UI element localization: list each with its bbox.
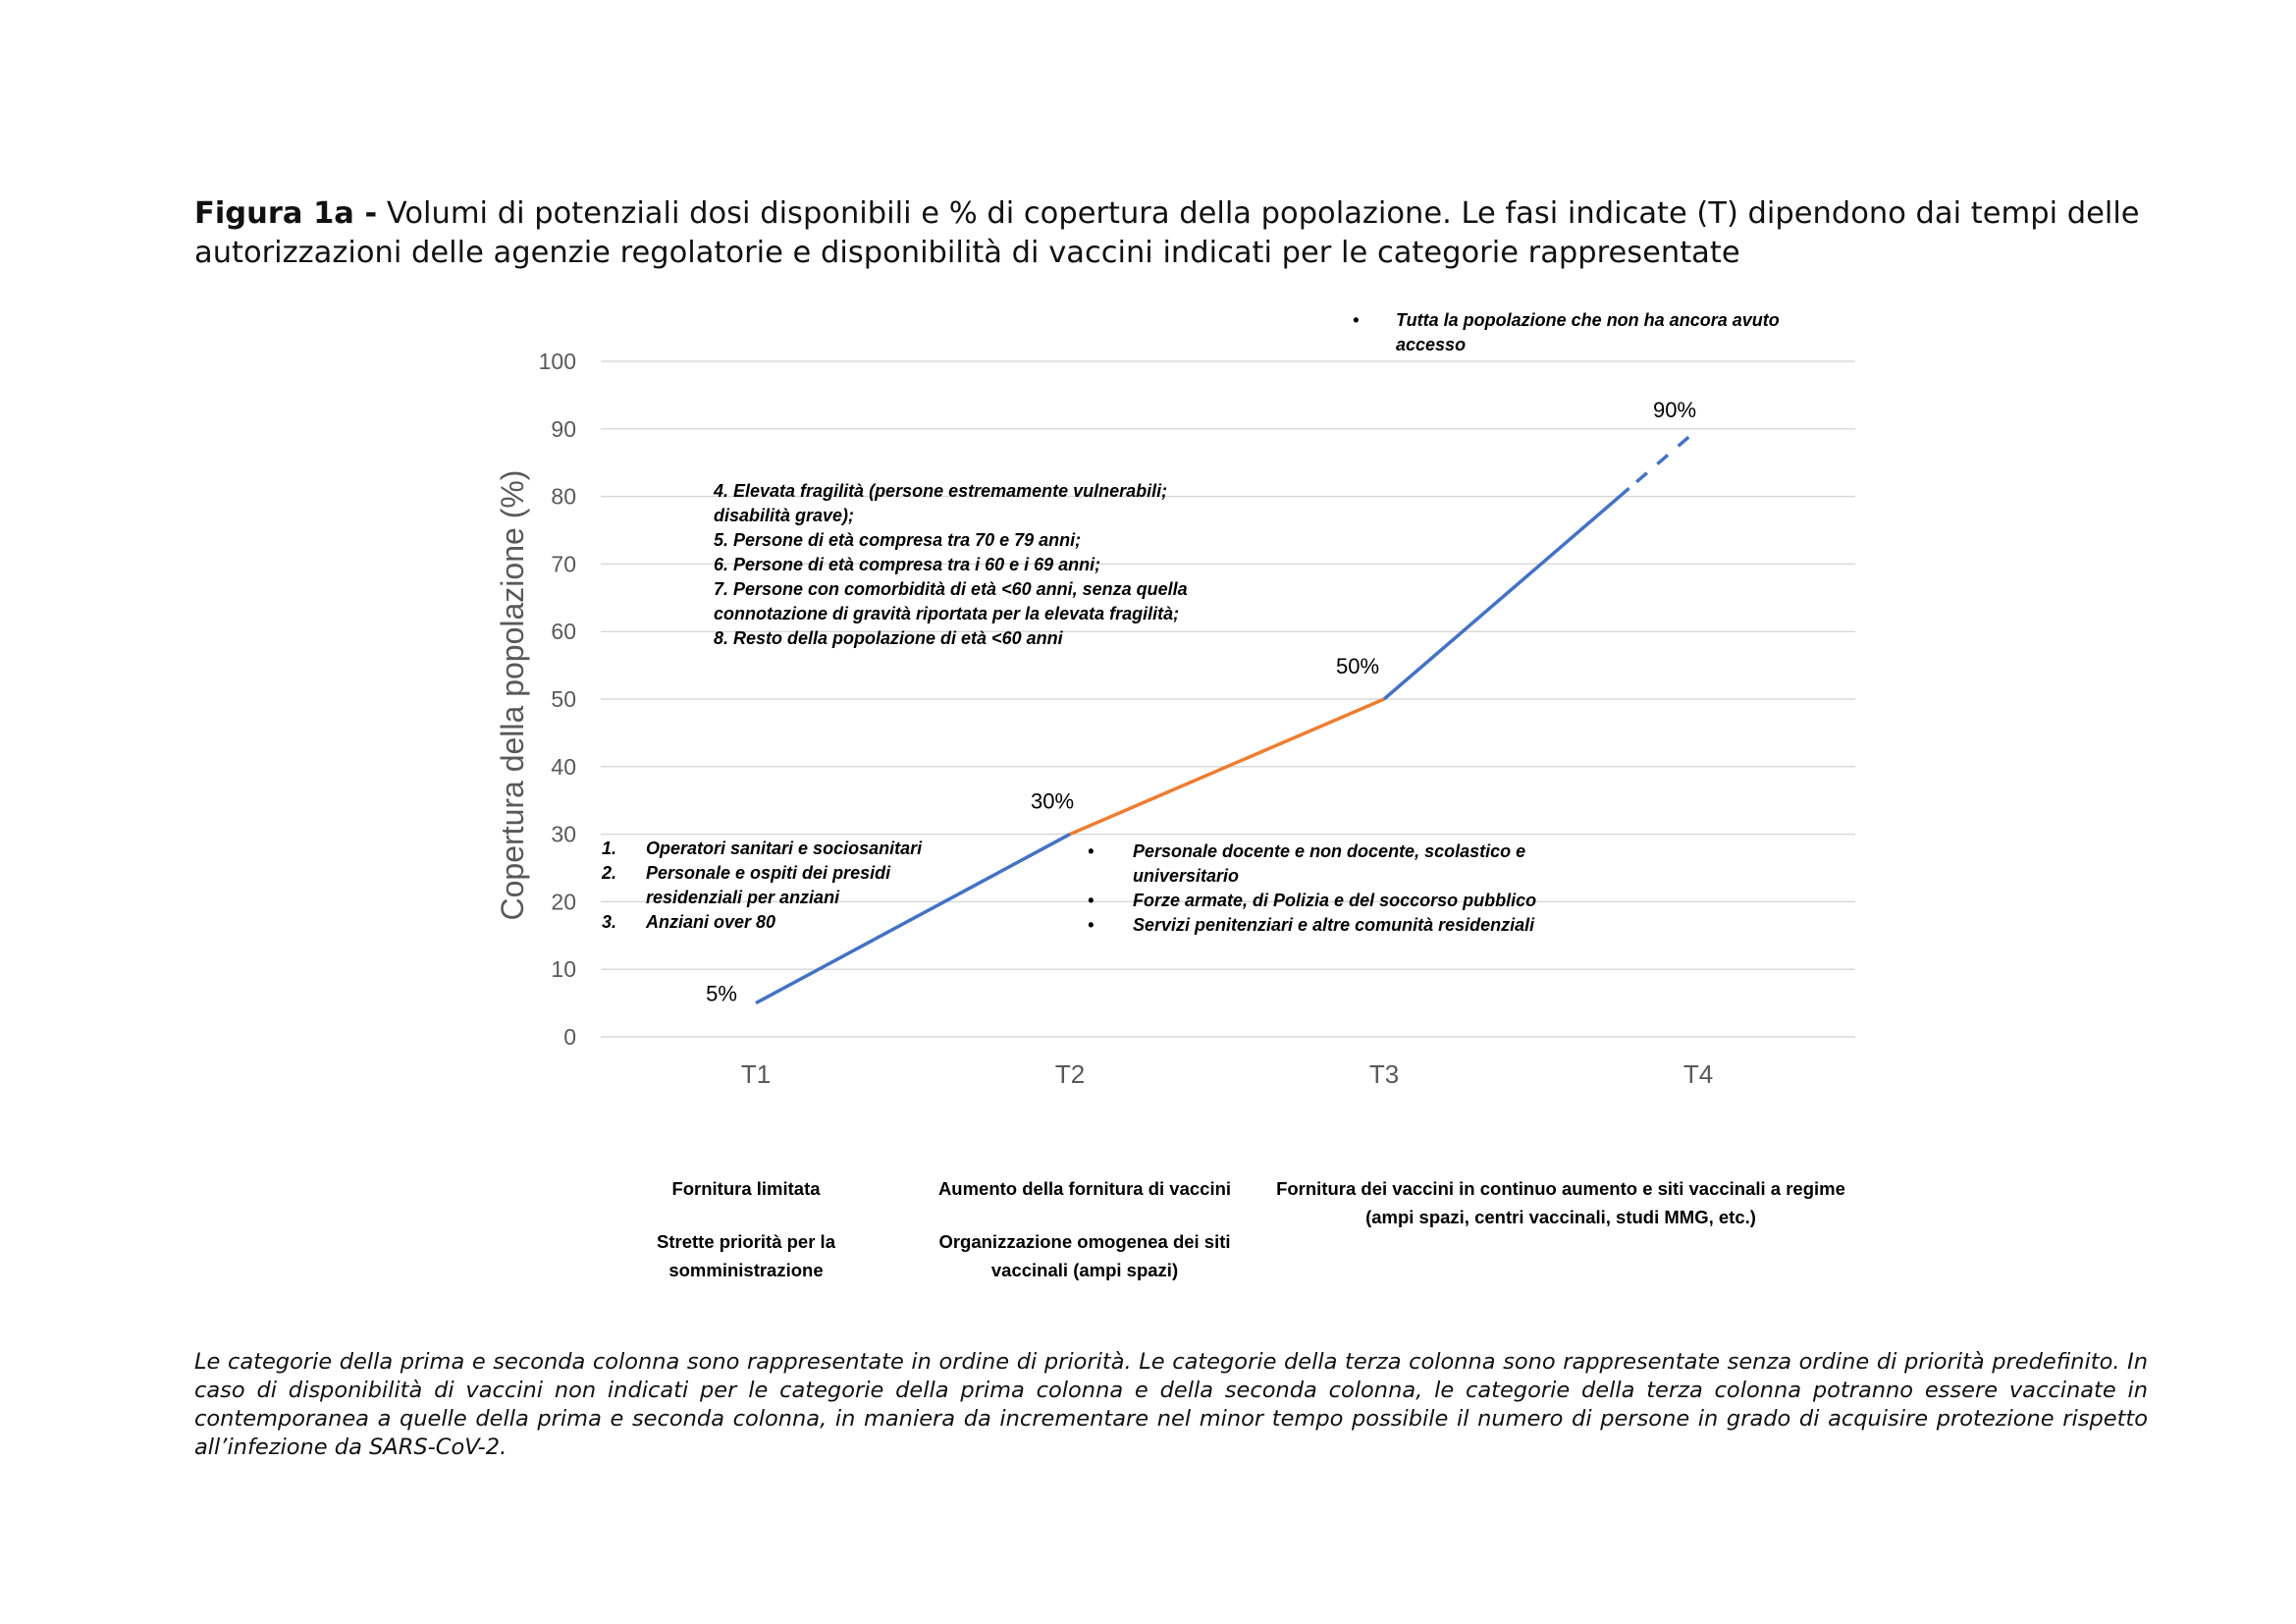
y-tick-label: 20 [551,889,576,915]
phase-1-supply: Fornitura limitata [671,1178,821,1199]
series-line [1384,488,1629,699]
bullet-icon: • [1088,915,1095,935]
caption-text: Volumi di potenziali dosi disponibili e % di copertura della popolazione. Le fasi indicate (T) dipendono dai tempi delle autorizzazioni delle agenzie regolatorie e disponibilità di vaccini indicati per le categorie rappresentate [194,196,2140,270]
data-label: 5% [706,981,737,1006]
phase-3-supply: Fornitura dei vaccini in continuo aumento e siti vaccinali a regime (ampi spazi, centri vaccinali, studi MMG, etc.) [1276,1178,1845,1227]
y-tick-label: 70 [551,551,576,577]
annotation-t4 [1353,308,1824,357]
y-tick-label: 100 [538,349,576,374]
phase-1-priority: Strette priorità per la somministrazione [657,1231,835,1280]
y-tick-label: 40 [551,753,576,780]
x-tick-label: T2 [1054,1059,1086,1089]
phase-2-organization: Organizzazione omogenea dei siti vaccinali (ampi spazi) [938,1231,1231,1280]
annotation-t2 [1088,839,1578,938]
annotation-t3 [714,479,1204,651]
x-axis-ticks [741,1059,1713,1089]
bullet-icon: • [1353,310,1360,330]
annotation-t2-item: • Forze armate, di Polizia e del soccorso pubblico [1088,889,1578,913]
annotation-t4-item: • Tutta la popolazione che non ha ancora avuto accesso [1353,310,1780,354]
y-tick-label: 90 [551,415,576,442]
x-tick-label: T3 [1368,1059,1400,1089]
data-label: 90% [1652,397,1697,422]
phase-column-2 [928,1174,1242,1309]
y-axis-label: Copertura della popolazione (%) [495,469,530,921]
series-line-projection [1629,429,1698,489]
bullet-icon: • [1088,891,1095,910]
annotation-t1-item: 1. Operatori sanitari e sociosanitari [602,839,923,858]
annotation-t2-item: • Personale docente e non docente, scolastico e universitario [1088,841,1526,886]
annotation-t3-item: 6. Persone di età compresa tra i 60 e i 69 anni; [714,555,1101,574]
data-label: 30% [1030,788,1075,814]
y-tick-label: 80 [551,483,576,510]
annotation-t1-item: 3. Anziani over 80 [602,912,776,932]
annotation-t3-item: 5. Persone di età compresa tra 70 e 79 anni; [714,530,1082,550]
x-tick-label: T1 [740,1059,772,1089]
x-tick-label: T4 [1682,1059,1714,1089]
y-tick-label: 50 [551,686,576,712]
annotation-t3-item: 7. Persone con comorbidità di età <60 anni, senza quella connotazione di gravità riportata per la elevata fragilità; [714,579,1188,623]
annotation-t2-item: • Servizi penitenziari e altre comunità residenziali [1088,913,1578,938]
y-tick-label: 10 [551,956,576,983]
data-label: 50% [1335,654,1380,678]
footnote: Le categorie della prima e seconda colonna sono rappresentate in ordine di priorità. Le categorie della terza colonna sono rappresentate senza ordine di priorità predefinito. In caso di disponibilità di vaccini non indicati per le categorie della prima colonna e della seconda colonna, le categorie della terza colonna potranno essere vaccinate in contemporanea a quelle della prima e seconda colonna, in maniera da incrementare nel minor tempo possibile il numero di persone in grado di acquisire protezione rispetto all’infezione da SARS-CoV-2. [194,1349,2148,1460]
bullet-icon: • [1088,841,1095,861]
phase-column-3 [1271,1174,1850,1256]
annotation-t3-item: 8. Resto della popolazione di età <60 anni [714,628,1063,648]
caption-label: Figura 1a - [194,196,378,231]
annotation-t3-item: 4. Elevata fragilità (persone estremamente vulnerabili; disabilità grave); [714,481,1168,525]
phase-column-1 [628,1174,864,1309]
y-tick-label: 30 [551,821,576,847]
annotation-t1 [602,837,955,935]
y-tick-label: 60 [551,619,576,645]
phase-2-supply: Aumento della fornitura di vaccini [937,1178,1232,1199]
y-tick-label: 0 [563,1024,576,1050]
annotation-t1-item: 2. Personale e ospiti dei presidi residenziali per anziani [602,863,891,907]
y-axis-ticks [539,349,576,1050]
